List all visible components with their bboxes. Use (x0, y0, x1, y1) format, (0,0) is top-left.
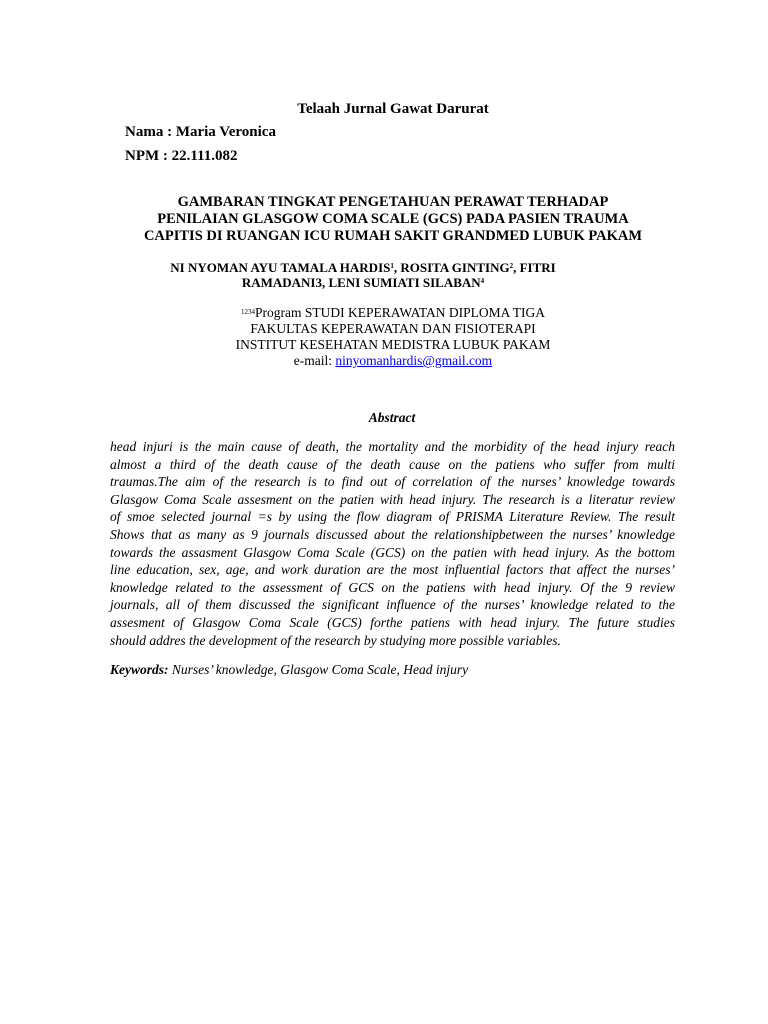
abstract-line: head injuri is the main cause of death, the mortality and the morbidity of the head injury reach (110, 439, 675, 454)
affiliation-line: FAKULTAS KEPERAWATAN DAN FISIOTERAPI (250, 321, 536, 336)
affiliation-email-line (0, 353, 768, 369)
paper-title-line: PENILAIAN GLASGOW COMA SCALE (GCS) PADA PASIEN TRAUMA (157, 211, 629, 227)
abstract-line: of smoe selected journal =s by using the flow diagram of PRISMA Literature Review. The result (110, 509, 675, 525)
abstract-line: Glasgow Coma Scale assesment on the patien with head injury. The research is a literatur review (110, 491, 675, 507)
student-name: Nama : Maria Veronica (125, 124, 276, 140)
abstract-line: traumas.The aim of the research is to find out of correlation of the nurses’ knowledge towards (110, 474, 675, 490)
authors-line (100, 275, 626, 290)
keywords-label: Keywords: (110, 662, 169, 677)
keywords (110, 662, 468, 678)
abstract-heading: Abstract (368, 410, 416, 425)
abstract-line: towards the assasment Glasgow Coma Scale (GCS) on the patien with head injury. As the bottom (110, 544, 675, 560)
author-superscript: 1 (390, 262, 394, 270)
abstract-line: should addres the development of the research by studying more possible variables. (110, 632, 561, 648)
paper-title (100, 194, 686, 245)
author-superscript: 2 (509, 262, 514, 270)
email-link[interactable]: ninyomanhardis@gmail.com (335, 353, 493, 368)
paper-title-line: CAPITIS DI RUANGAN ICU RUMAH SAKIT GRANDMED LUBUK PAKAM (143, 228, 643, 244)
author-name: , FITRI (513, 260, 556, 275)
affiliation-line: INSTITUT KESEHATAN MEDISTRA LUBUK PAKAM (235, 337, 551, 352)
abstract-line: journals, all of them discussed the significant influence of the nurses’ knowledge related to the (110, 597, 675, 613)
abstract-line: knowledge related to the assessment of GCS on the patiens with head injury. Of the 9 review (110, 579, 675, 595)
paper-authors (100, 260, 626, 290)
abstract-line: almost a third of the death cause of the death cause on the patiens who suffer from multi (110, 456, 675, 472)
author-name: RAMADANI3, LENI SUMIATI SILABAN (241, 275, 481, 290)
email-label: e-mail: (293, 353, 336, 368)
affiliation-line (0, 305, 768, 321)
author-name: NI NYOMAN AYU TAMALA HARDIS (170, 260, 391, 275)
authors-line (100, 260, 626, 275)
paper-title-line: GAMBARAN TINGKAT PENGETAHUAN PERAWAT TERHADAP (177, 194, 609, 210)
author-superscript: 4 (480, 277, 485, 285)
document-title: Telaah Jurnal Gawat Darurat (297, 101, 489, 117)
affiliation-superscript: 1234 (240, 308, 255, 316)
paper-affiliation (0, 305, 768, 369)
abstract-line: line education, sex, age, and work duration are the most influential factors that affect the nurses’ (110, 562, 675, 578)
student-npm: NPM : 22.111.082 (125, 148, 238, 164)
keywords-list: Nurses’ knowledge, Glasgow Coma Scale, Head injury (168, 662, 469, 677)
abstract-line: assesment of Glasgow Coma Scale (GCS) forthe patiens with head injury. The future studies (110, 614, 675, 630)
author-name: , ROSITA GINTING (393, 260, 510, 275)
abstract-body (110, 438, 675, 649)
affiliation-program: Program STUDI KEPERAWATAN DIPLOMA TIGA (254, 305, 546, 320)
abstract-line: Shows that as many as 9 journals discussed about the relationshipbetween the nurses’ knowledge (110, 526, 675, 542)
